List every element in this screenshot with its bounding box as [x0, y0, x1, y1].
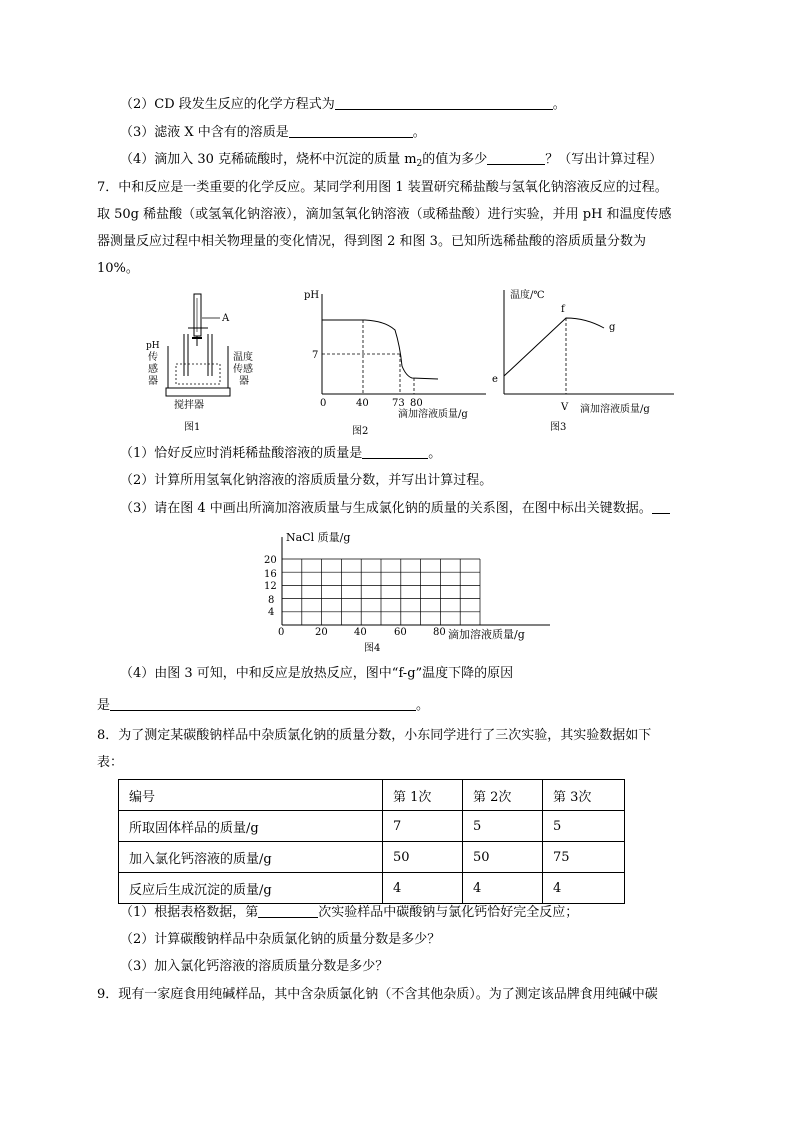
q6-part4: （4）滴加入 30 克稀硫酸时，烧杯中沉淀的质量 $m_2$的值为多少 ？（写出计算过程） — [120, 152, 663, 169]
fig4-y-label: NaCl 质量/g — [286, 531, 351, 544]
q8-stem-line1: 8．为了测定某碳酸钠样品中杂质氯化钠的质量分数，小东同学进行了三次实验，其实验数据如下 — [97, 728, 652, 743]
table-cell: 反应后生成沉淀的质量/g — [119, 873, 383, 904]
q6-part3-text: （3）滤液 X 中含有的溶质是 — [120, 125, 289, 140]
answer-blank[interactable] — [652, 500, 670, 514]
fig2-y-tick: 7 — [312, 350, 319, 361]
answer-blank[interactable] — [289, 124, 413, 138]
q8-part1: （1）根据表格数据，第 次实验样品中碳酸钠与氯化钙恰好完全反应； — [120, 905, 579, 920]
table-row — [119, 811, 625, 842]
fig2-x-tick: 40 — [356, 398, 369, 409]
table-cell: 加入氯化钙溶液的质量/g — [119, 842, 383, 873]
figure-1-apparatus — [140, 288, 270, 438]
q8-part2: （2）计算碳酸钠样品中杂质氯化钠的质量分数是多少？ — [120, 932, 441, 947]
answer-blank[interactable] — [110, 697, 416, 711]
fig3-x-label: 滴加溶液质量/g — [580, 404, 650, 415]
table-header-cell: 第 3次 — [543, 780, 625, 811]
svg-text:温度: 温度 — [233, 352, 253, 363]
q8-stem-line2: 表： — [97, 755, 124, 770]
fig3-point-g: g — [609, 322, 616, 333]
fig2-x-tick: 73 — [392, 398, 405, 409]
stirrer-label: 搅拌器 — [174, 400, 204, 411]
svg-text:传: 传 — [148, 352, 158, 363]
figure-1-caption: 图1 — [184, 422, 201, 433]
fig4-x-tick: 0 — [278, 627, 285, 638]
fig4-y-tick: 12 — [264, 581, 277, 592]
figure-2-caption: 图2 — [352, 426, 369, 437]
fig4-x-tick: 60 — [394, 627, 407, 638]
answer-blank[interactable] — [258, 904, 318, 918]
q7-stem-line2: 取 50g 稀盐酸（或氢氧化钠溶液），滴加氢氧化钠溶液（或稀盐酸）进行实验，并用 pH 和温度传感 — [97, 207, 672, 222]
fig3-point-e: e — [492, 374, 498, 385]
table-header-cell: 编号 — [119, 780, 383, 811]
figure-4-caption: 图4 — [364, 643, 381, 654]
q8-part3: （3）加入氯化钙溶液的溶质质量分数是多少？ — [120, 959, 389, 974]
table-cell: 5 — [543, 811, 625, 842]
fig2-ph-curve — [322, 320, 438, 379]
fig4-x-tick: 40 — [354, 627, 367, 638]
q7-part2: （2）计算所用氢氧化钠溶液的溶质质量分数，并写出计算过程。 — [120, 473, 493, 488]
q6-part2: （2）CD 段发生反应的化学方程式为 。 — [120, 97, 566, 112]
table-cell: 所取固体样品的质量/g — [119, 811, 383, 842]
fig3-point-f: f — [561, 304, 565, 315]
table-cell: 50 — [463, 842, 543, 873]
svg-text:传感: 传感 — [233, 364, 253, 375]
q7-part1-text: （1）恰好反应时消耗稀盐酸溶液的质量是 — [120, 446, 363, 461]
table-cell: 4 — [463, 873, 543, 904]
table-cell: 50 — [383, 842, 463, 873]
fig4-y-tick: 8 — [268, 595, 275, 606]
fig4-y-tick: 16 — [264, 569, 277, 580]
table-header-cell: 第 1次 — [383, 780, 463, 811]
q7-part3 — [120, 500, 670, 518]
fig3-x-tick: V — [561, 402, 569, 413]
q7-part4-line1: （4）由图 3 可知，中和反应是放热反应，图中“f-g”温度下降的原因 — [120, 666, 514, 681]
fig4-y-tick: 20 — [264, 555, 277, 566]
fig2-x-tick: 0 — [320, 398, 327, 409]
table-row — [119, 873, 625, 904]
q9-stem-line1: 9．现有一家庭食用纯碱样品，其中含杂质氯化钠（不含其他杂质）。为了测定该品牌食用纯碱中碳 — [97, 987, 658, 1002]
fig3-temp-curve — [504, 318, 604, 376]
q7-part1: （1）恰好反应时消耗稀盐酸溶液的质量是 。 — [120, 446, 442, 461]
label-a: A — [222, 313, 230, 324]
table-header-row — [119, 780, 625, 811]
svg-text:感: 感 — [148, 364, 158, 375]
fig3-y-label: 温度/℃ — [510, 290, 545, 301]
burette-icon — [194, 294, 201, 336]
fig4-grid-lines — [282, 559, 480, 625]
q6-part3: （3）滤液 X 中含有的溶质是 。 — [120, 125, 426, 140]
table-cell: 4 — [383, 873, 463, 904]
q8-part1-text: （1）根据表格数据，第 — [120, 905, 259, 920]
fig4-y-tick: 4 — [268, 607, 275, 618]
table-row — [119, 842, 625, 873]
fig2-x-label: 滴加溶液质量/g — [398, 409, 468, 420]
table-cell: 75 — [543, 842, 625, 873]
svg-text:器: 器 — [148, 376, 158, 387]
figure-4-nacl-grid — [260, 525, 560, 655]
table-header-cell: 第 2次 — [463, 780, 543, 811]
answer-blank[interactable] — [335, 96, 553, 110]
q7-stem-line3: 器测量反应过程中相关物理量的变化情况，得到图 2 和图 3。已知所选稀盐酸的溶质质量分数为 — [97, 234, 646, 249]
q7-part4-line2: 是 。 — [97, 698, 430, 713]
q7-stem-line1: 7．中和反应是一类重要的化学反应。某同学利用图 1 装置研究稀盐酸与氢氧化钠溶液反应的过程。 — [97, 180, 668, 195]
table-cell: 5 — [463, 811, 543, 842]
figure-3-temperature-chart — [488, 286, 678, 438]
beaker-icon — [168, 346, 228, 388]
table-cell: 7 — [383, 811, 463, 842]
fig2-x-tick: 80 — [410, 398, 423, 409]
answer-blank[interactable] — [487, 151, 545, 165]
table-cell: 4 — [543, 873, 625, 904]
svg-text:pH: pH — [146, 341, 160, 351]
fig4-x-tick: 20 — [315, 627, 328, 638]
figure-3-caption: 图3 — [550, 422, 567, 433]
figure-2-ph-chart — [300, 286, 490, 438]
fig2-y-label: pH — [304, 290, 320, 301]
fig4-x-tick: 80 — [433, 627, 446, 638]
q7-stem-line4: 10%。 — [97, 261, 139, 276]
q8-data-table — [118, 779, 625, 904]
q6-part4-text: （4）滴加入 30 克稀硫酸时，烧杯中沉淀的质量 m — [120, 152, 417, 167]
svg-text:器: 器 — [239, 376, 249, 387]
stirrer-icon — [166, 388, 230, 396]
q6-part2-text: （2）CD 段发生反应的化学方程式为 — [120, 97, 335, 112]
q7-part3-text: （3）请在图 4 中画出所滴加溶液质量与生成氯化钠的质量的关系图，在图中标出关键数据。 — [120, 501, 652, 516]
answer-blank[interactable] — [362, 445, 428, 459]
fig4-x-label: 滴加溶液质量/g — [448, 628, 525, 641]
